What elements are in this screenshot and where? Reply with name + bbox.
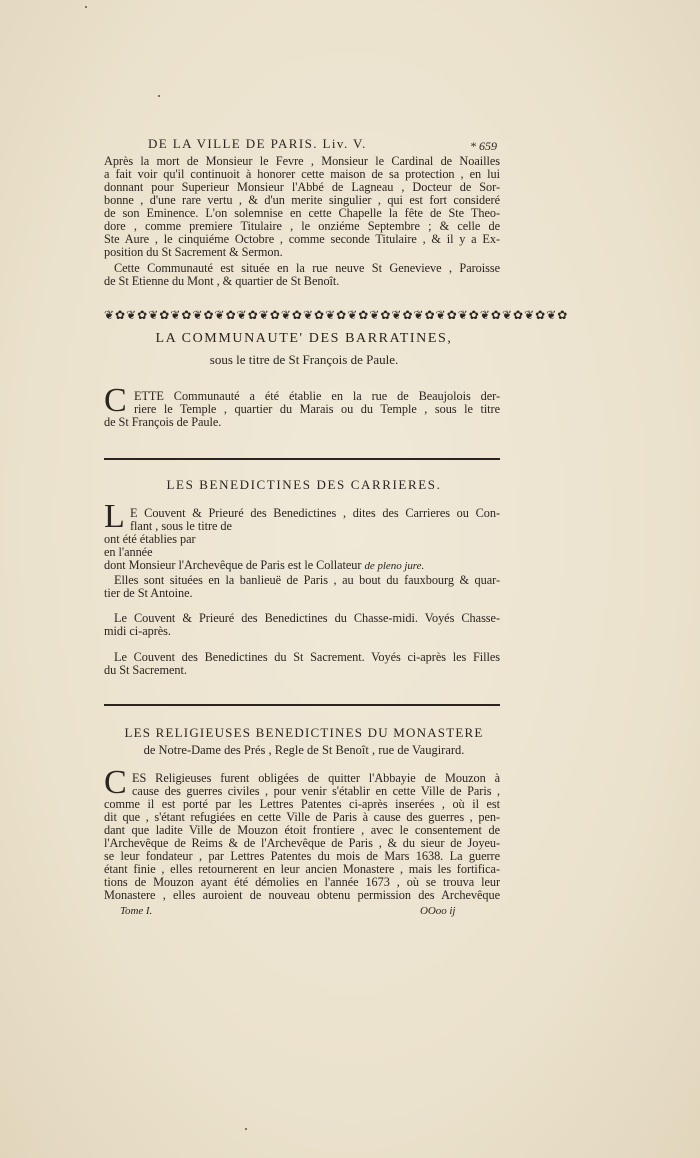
paragraph-line: position du St Sacrement & Sermon. [104,245,283,259]
paragraph-line: ont été établies par [104,532,196,546]
paragraph-line: bonne , d'une rare vertu , & d'un merite singulier , qui est fort consideré [104,193,500,207]
paragraph-line: de son Eminence. L'on solemnise en cette Chapelle la fête de Ste Theo- [104,206,500,220]
section-title: LES BENEDICTINES DES CARRIERES. [166,477,442,492]
section-subtitle: de Notre-Dame des Prés , Regle de St Benoît , rue de Vaugirard. [143,743,465,757]
paragraph-line: cause des guerres civiles , pour venir s'établir en cette Ville de Paris , [132,784,500,798]
section-title: LA COMMUNAUTE' DES BARRATINES, [155,331,453,346]
paragraph-line: tier de St Antoine. [104,586,193,600]
paragraph-line: étant finie , elles retournerent en leur ancien Monastere , mais les fortifica- [104,862,500,876]
paragraph-line: riere le Temple , quartier du Marais ou du Temple , sous le titre [134,402,500,416]
paper-speck [245,1128,247,1130]
paragraph-line: Monastere , elles auroient de nouveau obtenu permission des Archevêque [104,888,500,902]
paragraph-line: ETTE Communauté a été établie en la rue de Beaujolois der- [134,389,500,403]
paragraph-line: dore , comme premiere Titulaire , le onziéme Septembre ; & celle de [104,219,500,233]
paragraph-line: ES Religieuses furent obligées de quitter l'Abbayie de Mouzon à [132,771,500,785]
paragraph-line: dant que ladite Ville de Mouzon étoit frontiere , avec le consentement de [104,823,500,837]
signature-mark: OOoo ij [420,905,456,917]
page-number: * 659 [470,139,497,153]
paragraph-line: en l'année [104,545,153,559]
paragraph-line: midi ci-après. [104,624,171,638]
paragraph-line: flant , sous le titre de [130,519,232,533]
paragraph-line: se leur fondateur , par Lettres Patentes du mois de Mars 1638. La guerre [104,849,500,863]
paragraph-line: Après la mort de Monsieur le Fevre , Monsieur le Cardinal de Noailles [104,154,500,168]
paper-speck [158,95,160,97]
paragraph-line: dit que , s'étant refugiées en cette Ville de Paris à cause des guerres , pen- [104,810,500,824]
paragraph-line: Ste Aure , le cinquiéme Octobre , comme seconde Titulaire , & il y a Ex- [104,232,500,246]
section-subtitle: sous le titre de St François de Paule. [209,352,399,367]
volume-mark: Tome I. [120,905,153,917]
paragraph-line: du St Sacrement. [104,663,187,677]
ornament-band: ❦✿❦✿❦✿❦✿❦✿❦✿❦✿❦✿❦✿❦✿❦✿❦✿❦✿❦✿❦✿❦✿❦✿❦✿❦✿❦✿❦✿ [104,308,569,322]
paragraph-line: E Couvent & Prieuré des Benedictines , dites des Carrieres ou Con- [130,506,500,520]
paragraph-line [104,559,500,573]
paragraph-line: de St François de Paule. [104,415,222,429]
paragraph-line: comme il est porté par les Lettres Patentes ci-après inserées , où il est [104,797,500,811]
paragraph-line: Le Couvent des Benedictines du St Sacrement. Voyés ci-après les Filles [114,650,500,664]
drop-cap: C [104,764,127,801]
drop-cap: C [104,382,127,419]
drop-cap: L [104,498,125,535]
paper-speck [85,6,87,8]
section-divider [104,704,500,706]
paragraph-line: l'Archevêque de Reims & de l'Archevêque de Paris , & du sieur de Joyeu- [104,836,500,850]
paragraph-line: donnant pour Superieur Monsieur l'Abbé de Lagneau , Docteur de Sor- [104,180,500,194]
paragraph-line: a fait voir qu'il continuoit à honorer cette maison de sa protection , en lui [104,167,500,181]
paragraph-line: Le Couvent & Prieuré des Benedictines du Chasse-midi. Voyés Chasse- [114,611,500,625]
paragraph-line: Cette Communauté est située en la rue neuve St Genevieve , Paroisse [114,261,500,275]
paragraph-line: tions de Mouzon ayant été démolies en l'année 1673 , où se trouva leur [104,875,500,889]
paragraph-line: de St Etienne du Mont , & quartier de St Benoît. [104,274,340,288]
running-title: DE LA VILLE DE PARIS. Liv. V. [148,136,367,151]
section-divider [104,458,500,460]
paragraph-line: Elles sont situées en la banlieuë de Paris , au bout du fauxbourg & quar- [114,573,500,587]
paragraph-text: dont Monsieur l'Archevêque de Paris est le Collateur [104,558,362,572]
italic-latin: de pleno jure. [364,560,425,572]
section-title: LES RELIGIEUSES BENEDICTINES DU MONASTERE [124,725,484,740]
